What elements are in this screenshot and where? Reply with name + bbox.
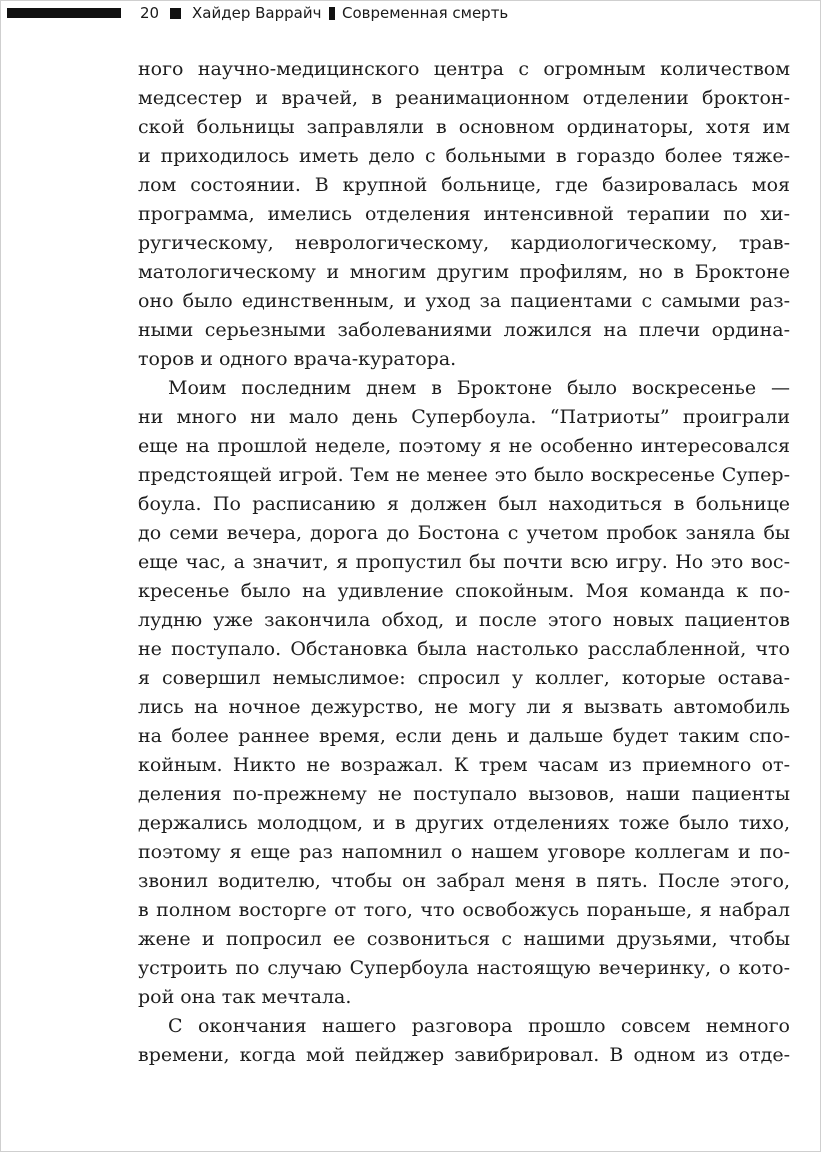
text-line: поэтому я еще раз напомнил о нашем уговоре коллегам и по- <box>138 841 790 863</box>
text-line: ской больницы заправляли в основном ординаторы, хотя им <box>138 116 790 138</box>
paragraph <box>138 1012 790 1070</box>
text-line: лом состоянии. В крупной больнице, где базировалась моя <box>138 174 790 196</box>
text-line: не поступало. Обстановка была настолько расслабленной, что <box>138 638 790 660</box>
text-line: койным. Никто не возражал. К трем часам из приемного от- <box>138 754 790 776</box>
text-line: Моим последним днем в Броктоне было воскресенье — <box>168 377 790 399</box>
text-line: С окончания нашего разговора прошло совсем немного <box>168 1015 790 1037</box>
header-separator-decoration <box>329 7 335 20</box>
header-bar-decoration <box>7 8 121 18</box>
text-line: и приходилось иметь дело с больными в гораздо более тяже- <box>138 145 790 167</box>
text-line: устроить по случаю Супербоула настоящую вечеринку, о кото- <box>138 957 790 979</box>
text-line: матологическому и многим другим профилям, но в Броктоне <box>138 261 790 283</box>
paragraph <box>138 374 790 1012</box>
text-line: еще на прошлой неделе, поэтому я не особенно интересовался <box>138 435 790 457</box>
text-line: ругическому, неврологическому, кардиологическому, трав- <box>138 232 790 254</box>
text-line: жене и попросил ее созвониться с нашими друзьями, чтобы <box>138 928 790 950</box>
text-line: на более раннее время, если день и дальше будет таким спо- <box>138 725 790 747</box>
text-line: боула. По расписанию я должен был находиться в больнице <box>138 493 790 515</box>
text-line: торов и одного врача-куратора. <box>138 348 457 370</box>
text-line: держались молодцом, и в других отделениях тоже было тихо, <box>138 812 790 834</box>
text-line: в полном восторге от того, что освобожусь пораньше, я набрал <box>138 899 790 921</box>
text-line: ного научно-медицинского центра с огромным количеством <box>138 58 790 80</box>
running-header <box>0 3 821 23</box>
text-line: лудню уже закончила обход, и после этого новых пациентов <box>138 609 790 631</box>
text-line: предстоящей игрой. Тем не менее это было воскресенье Супер- <box>138 464 790 486</box>
text-line: ни много ни мало день Супербоула. “Патриоты” проиграли <box>138 406 790 428</box>
text-line: оно было единственным, и уход за пациентами с самыми раз- <box>138 290 790 312</box>
text-line: кресенье было на удивление спокойным. Моя команда к по- <box>138 580 790 602</box>
text-line: до семи вечера, дорога до Бостона с учетом пробок заняла бы <box>138 522 790 544</box>
text-line: рой она так мечтала. <box>138 986 352 1008</box>
text-line: еще час, а значит, я пропустил бы почти всю игру. Но это вос- <box>138 551 790 573</box>
text-line: ными серьезными заболеваниями ложился на плечи ордина- <box>138 319 790 341</box>
body-text <box>138 55 790 1070</box>
text-line: звонил водителю, чтобы он забрал меня в пять. После этого, <box>138 870 790 892</box>
page-number: 20 <box>140 4 160 22</box>
text-line: лись на ночное дежурство, не могу ли я вызвать автомобиль <box>138 696 790 718</box>
text-line: программа, имелись отделения интенсивной терапии по хи- <box>138 203 790 225</box>
text-line: медсестер и врачей, в реанимационном отделении броктон- <box>138 87 790 109</box>
header-square-decoration <box>170 8 181 19</box>
header-author: Хайдер Варрайч <box>192 4 322 22</box>
text-line: я совершил немыслимое: спросил у коллег, которые остава- <box>138 667 790 689</box>
paragraph <box>138 55 790 374</box>
text-line: деления по-прежнему не поступало вызовов, наши пациенты <box>138 783 790 805</box>
text-line: времени, когда мой пейджер завибрировал. В одном из отде- <box>138 1044 790 1066</box>
header-book-title: Современная смерть <box>342 4 509 22</box>
